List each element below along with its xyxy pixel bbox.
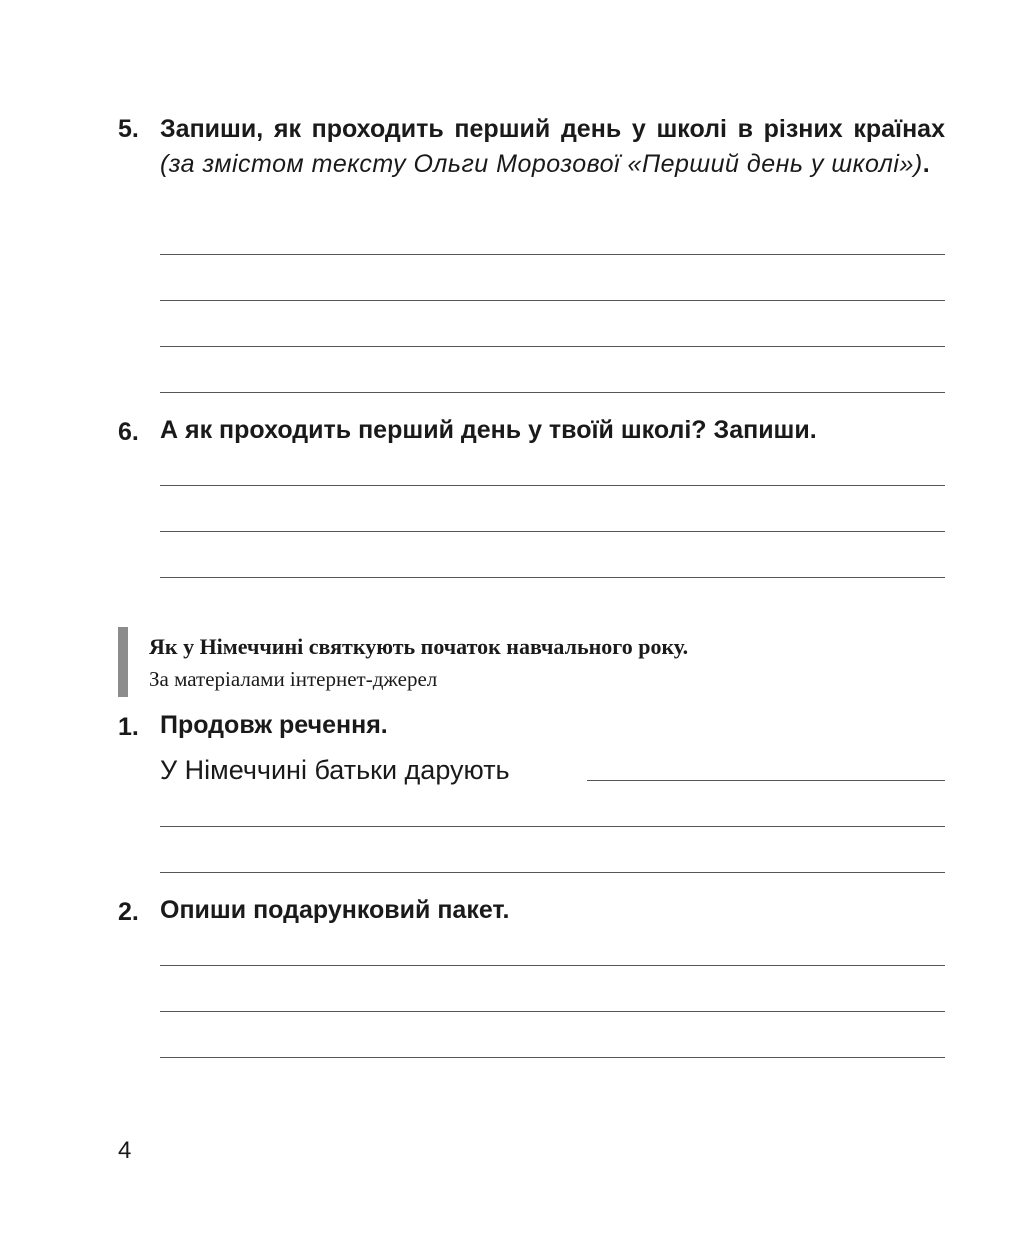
sentence-prompt: У Німеччині батьки дарують [160,755,510,785]
task-2-text: Опиши подарунковий пакет. [160,896,510,924]
source-title: Як у Німеччині святкують початок навчального року. [149,634,689,659]
task-5-reference: (за змістом тексту Ольги Морозової «Перший день у школі») [160,150,923,178]
answer-line[interactable] [160,485,945,486]
task-1-number: 1. [118,713,139,741]
task-1-text: Продовж речення. [160,711,388,739]
task-5-period: . [922,150,930,178]
answer-line[interactable] [160,346,945,347]
answer-line[interactable] [160,392,945,393]
task-5-number: 5. [118,115,139,143]
answer-line[interactable] [160,531,945,532]
answer-line[interactable] [587,780,945,781]
task-5-instruction: Запиши, як проходить перший день у школі в різних країнах [160,115,945,143]
answer-line[interactable] [160,872,945,873]
task-2-number: 2. [118,898,139,926]
source-subtitle: За матеріалами інтернет-джерел [149,667,438,691]
task-6-text: А як проходить перший день у твоїй школі? Запиши. [160,416,817,444]
source-marker-bar [118,627,128,697]
answer-line[interactable] [160,577,945,578]
task-5-text [160,112,945,182]
answer-line[interactable] [160,1057,945,1058]
answer-line[interactable] [160,965,945,966]
answer-line[interactable] [160,1011,945,1012]
answer-line[interactable] [160,254,945,255]
answer-line[interactable] [160,300,945,301]
task-6-number: 6. [118,418,139,446]
answer-line[interactable] [160,826,945,827]
page-number: 4 [118,1137,132,1164]
